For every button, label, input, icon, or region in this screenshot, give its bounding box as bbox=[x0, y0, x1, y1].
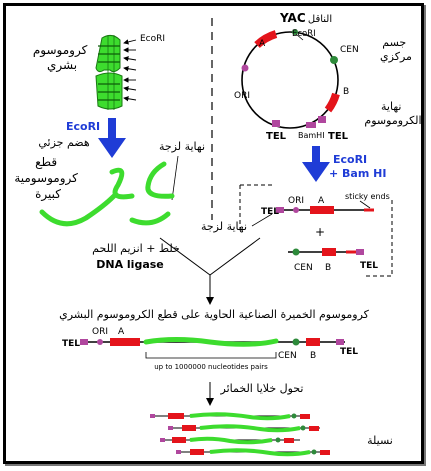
result-b: B bbox=[310, 351, 317, 361]
result-ori: ORI bbox=[92, 327, 108, 337]
yac-arm-1 bbox=[276, 206, 374, 214]
fragments-label-line3: كبيرة bbox=[35, 187, 61, 201]
fragment-2 bbox=[148, 164, 172, 196]
fragments-label-line1: قطع bbox=[35, 155, 58, 169]
yac-plasmid bbox=[242, 29, 339, 128]
yac-b-label: B bbox=[343, 87, 350, 97]
arms-plus: + bbox=[314, 225, 326, 239]
centromere-label-line2: مركزي bbox=[380, 50, 412, 63]
mix-line1: خلط + انزيم اللحم bbox=[92, 242, 180, 255]
blue-arrow-left bbox=[98, 118, 126, 158]
yac-subtitle: الناقل bbox=[307, 14, 333, 25]
human-chromosome-label bbox=[33, 43, 91, 73]
clone-3 bbox=[160, 437, 300, 443]
yac-ring bbox=[242, 32, 338, 128]
centromere-label-line1: جسم bbox=[382, 36, 407, 49]
library-clones bbox=[150, 413, 330, 455]
clone-4 bbox=[176, 449, 330, 455]
arm2-tel-label: TEL bbox=[360, 261, 379, 271]
telomere-label bbox=[364, 100, 421, 127]
yac-ori-marker bbox=[242, 65, 249, 72]
fragments-label-line2: كروموسومية bbox=[14, 171, 78, 185]
yac-ori-label: ORI bbox=[234, 91, 250, 101]
clone-1 bbox=[150, 413, 310, 419]
left-digest-label: هضم جزئي bbox=[38, 136, 90, 149]
yac-ecori-label: EcoRI bbox=[292, 29, 316, 39]
yac-bamhi-marker bbox=[306, 122, 316, 128]
telomere-label-line2: الكروموسوم bbox=[364, 114, 422, 127]
yac-a-label: A bbox=[259, 39, 266, 49]
human-chromosome bbox=[96, 35, 136, 110]
blue-arrow-right bbox=[302, 146, 330, 182]
result-title: كروموسوم الخميرة الصناعية الحاوية على قطع الكروموسوم البشري bbox=[59, 308, 369, 321]
result-cen: CEN bbox=[278, 351, 297, 361]
sticky-ends-pointer bbox=[360, 201, 370, 208]
left-enzyme-label: EcoRI bbox=[66, 120, 101, 133]
yac-tel-left-label: TEL bbox=[266, 131, 287, 142]
arm1-a-label: A bbox=[318, 196, 325, 206]
fragment-4 bbox=[132, 214, 168, 223]
sticky-ends-label: sticky ends bbox=[345, 192, 390, 201]
telomere-label-line1: نهاية bbox=[381, 100, 402, 113]
arm2-b-label: B bbox=[325, 263, 332, 273]
yac-arm-2 bbox=[288, 248, 364, 256]
human-chromosome-label-line1: كروموسوم bbox=[32, 43, 88, 57]
centromere-label bbox=[380, 36, 412, 63]
yac-title: YAC bbox=[280, 11, 306, 25]
clone-2 bbox=[168, 425, 320, 431]
mix-line2: DNA ligase bbox=[96, 258, 164, 271]
yac-tel-left-marker bbox=[272, 120, 280, 127]
yac-cen-label: CEN bbox=[340, 45, 359, 55]
yac-tel-right-label: TEL bbox=[328, 131, 349, 142]
result-chromosome bbox=[80, 338, 345, 346]
library-label: نسيلة bbox=[367, 434, 393, 447]
result-tel-left: TEL bbox=[62, 339, 81, 349]
result-tel-right: TEL bbox=[340, 347, 359, 357]
yac-gene-b bbox=[328, 94, 336, 110]
fragments-label bbox=[14, 155, 81, 202]
right-sticky-end-label: نهاية لزجة bbox=[200, 220, 248, 233]
arm1-ori-label: ORI bbox=[288, 196, 304, 206]
human-chromosome-label-line2: بشري bbox=[46, 58, 78, 72]
right-enzyme-line1: EcoRI bbox=[333, 153, 368, 166]
arm2-cen-label: CEN bbox=[294, 263, 313, 273]
yac-cen-marker bbox=[330, 56, 338, 64]
transform-label: تحول خلايا الخمائر bbox=[220, 382, 304, 395]
fragment-1 bbox=[112, 170, 132, 197]
human-ecori-label: EcoRI bbox=[140, 34, 166, 44]
result-insert bbox=[146, 340, 276, 345]
result-a: A bbox=[118, 327, 125, 337]
left-sticky-end-label: نهاية لزجة bbox=[158, 140, 206, 153]
right-enzyme-line2: + Bam HI bbox=[329, 167, 387, 180]
arm1-tel-label: TEL bbox=[261, 207, 280, 217]
merge-line-right bbox=[210, 238, 260, 275]
left-sticky-pointer bbox=[172, 156, 178, 200]
yac-tel-right-marker bbox=[318, 116, 326, 123]
insert-bracket bbox=[146, 352, 276, 358]
insert-size-label: up to 1000000 nucleotides pairs bbox=[154, 363, 268, 371]
yac-bamhi-label: BamHI bbox=[298, 131, 325, 140]
